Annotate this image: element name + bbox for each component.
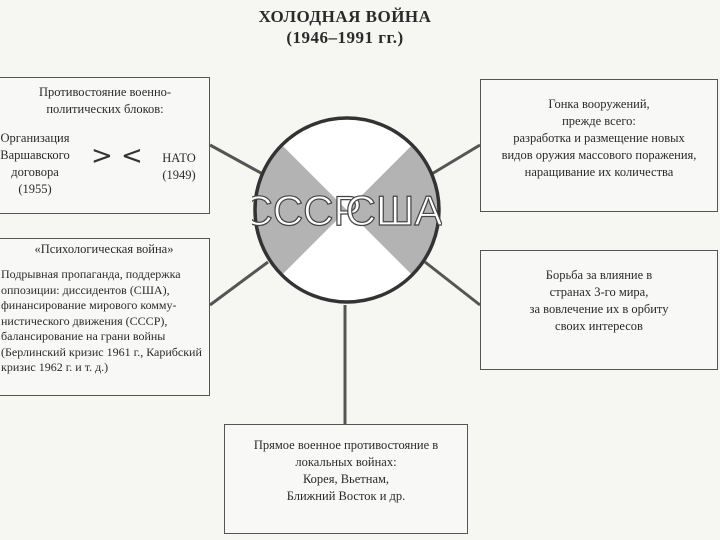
arms-line: прежде всего: [562,114,636,128]
warsaw-line1: Организация [0,131,70,145]
blocs-heading-line1: Противостояние военно- [38,85,172,99]
title-years: (1946–1991 гг.) [286,28,404,47]
versus-symbol: > < [91,141,143,171]
psy-line: Подрывная пропаганда, поддержка [1,267,181,281]
third-world-box [480,250,718,370]
blocs-heading-line2: политических блоков: [46,102,164,116]
local-wars-line: Корея, Вьетнам, [302,472,390,486]
usa-label: США [345,187,442,234]
local-wars-line: Прямое военное противостояние в [253,438,439,452]
warsaw-year: (1955) [18,182,52,196]
psy-heading: «Психологическая война» [34,242,174,256]
third-world-line: своих интересов [555,319,643,333]
nato-year: (1949) [162,168,196,182]
nato-name: НАТО [162,151,196,165]
ussr-label: СССР [252,187,362,234]
local-wars-line: локальных войнах: [295,455,397,469]
arms-line: разработка и размещение новых [513,131,685,145]
psy-line: кризис 1962 г. и т. д.) [1,360,109,374]
arms-race-box [480,79,718,212]
warsaw-line2: Варшавского [0,148,70,162]
third-world-line: Борьба за влияние в [545,268,653,282]
third-world-line: странах 3-го мира, [549,285,649,299]
psy-line: финансирование мирового комму- [1,298,177,312]
psy-line: балансирование на грани войны [1,329,166,343]
military-blocs-box [0,77,210,214]
diagram-title [0,6,690,48]
psy-line: (Берлинский кризис 1961 г., Карибский [1,344,202,359]
arms-line: наращивание их количества [524,165,674,179]
warsaw-line3: договора [11,165,59,179]
arms-line: видов оружия массового поражения, [501,148,697,162]
local-wars-box [224,424,468,534]
nato-label [151,150,207,184]
title-main: ХОЛОДНАЯ ВОЙНА [258,7,432,26]
local-wars-line: Ближний Восток и др. [286,489,406,503]
psy-line: нистического движения (СССР), [1,313,168,328]
third-world-line: за вовлечение их в орбиту [529,302,669,316]
warsaw-pact-label [0,130,75,198]
center-circle [252,115,442,310]
blocs-heading [0,84,211,118]
psy-line: оппозиции: диссидентов (США), [1,282,170,297]
arms-line: Гонка вооружений, [548,97,650,111]
psychological-war-box [0,238,210,396]
